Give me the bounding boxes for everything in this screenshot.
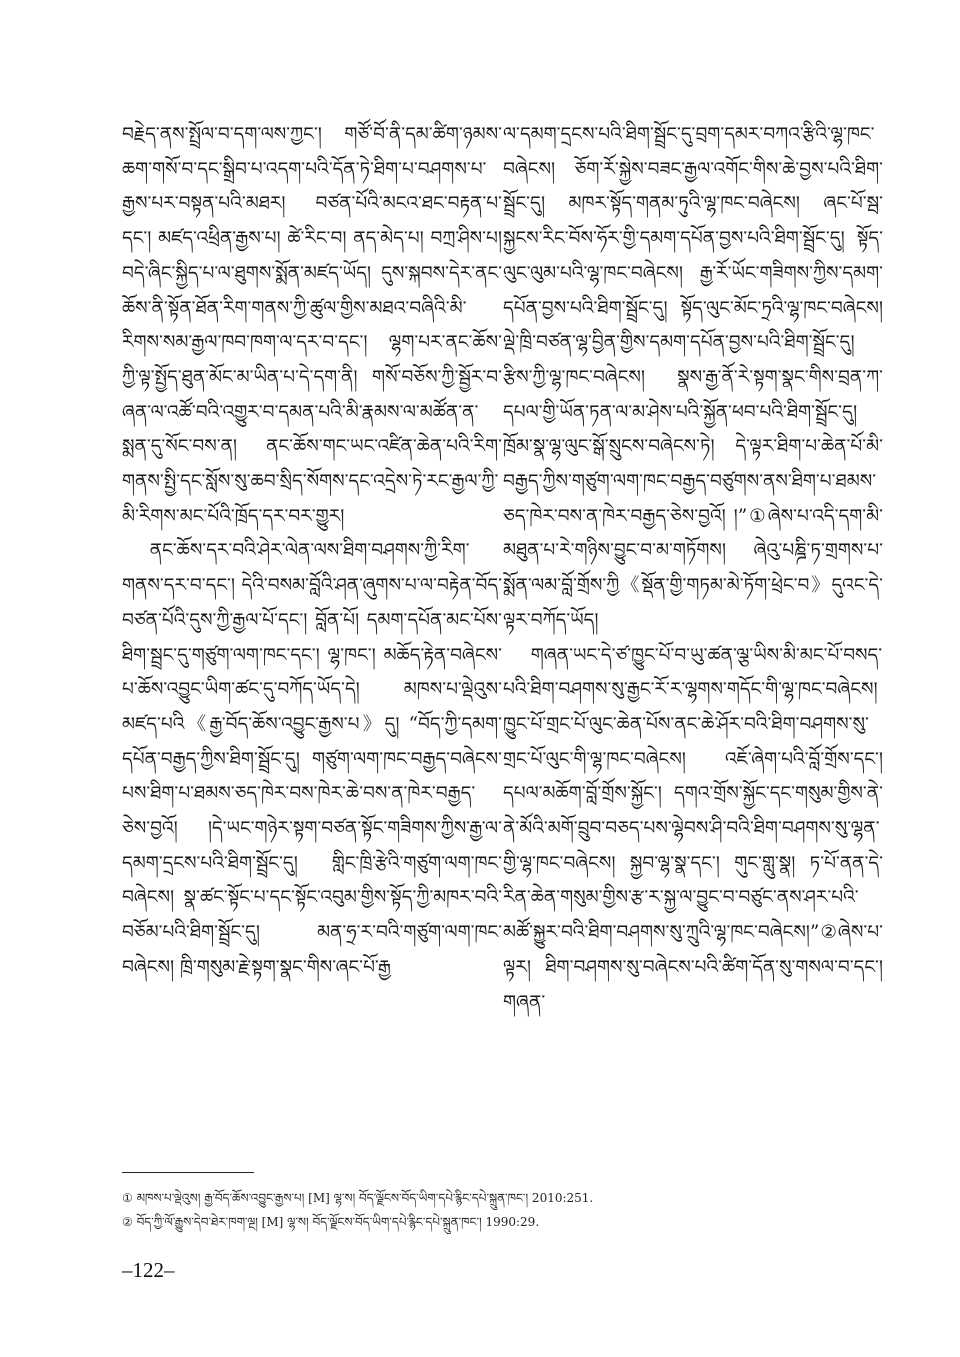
footnote-divider	[122, 1172, 254, 1173]
text-column-left	[122, 118, 502, 986]
footnote: ② བོད་ཀྱི་ལོ་རྒྱུས་དེབ་ཐེར་ཁག་ལྔ། [M] ལྷ་ས། བོད་ལྗོངས་བོད་ཡིག་དཔེ་རྙིང་དཔེ་སྐྲུན་ཁང་། 1990:29.	[122, 1215, 540, 1229]
paragraph: གཞན་ཡང་དེ་ཙ་ཁྱུང་པོ་བ་ཡུ་ཚན་ལྕ་ཡིས་མི་མང་པོ་བསད་པའི་ཐིག་བཤགས་སུ་རྒྱང་རོ་ར་ལྷགས་གདོང་གི་ལྷ་ཁང་བཞེངས། ཁྱུང་པོ་གྲང་པོ་ལུང་ཆེན་པོས་ནང་ཆེ་ཤོར་བའི་ཐིག་བཤགས་སུ་གྲང་པོ་ལུང་གི་ལྷ་ཁང་བཞེངས། འཇོ་ཞེག་པའི་བློ་གྲོས་དང་། དཔལ་མཆོག་བློ་གྲོས་སྐྱོང་། དགའ་གྲོས་སྐྱོང་དང་གསུམ་གྱིས་ནེ་ནེ་མོའི་མགོ་བྲུབ་བཅད་པས་ལྷེབས་ཤི་བའི་ཐིག་བཤགས་སུ་ལྷན་གྱི་ལྷ་ཁང་བཞེངས། སྐྱབ་ལྷ་སྣ་དང་། གུང་གླུ་སྣ། ཏ་པོ་ནན་དེ་རིན་ཆེན་གསུམ་གྱིས་རྩ་ར་སྐྱ་ལ་བྱུང་བ་བཙུང་ནས་ཤར་པའི་མཚོ་སྐྱུར་བའི་ཐིག་བཤགས་སུ་ཀྲུའི་ལྷ་ཁང་བཞེངས།”②ཞེས་པ་ལྟར། ཐིག་བཤགས་སུ་བཞེངས་པའི་ཚིག་དོན་སུ་གསལ་བ་དང་། གཞན་	[503, 644, 883, 1013]
paragraph: ལ་དམག་དྲངས་པའི་ཐིག་སྦྲོང་དུ་བྲག་དམར་བཀའ་རྩིའི་ལྷ་ཁང་བཞེངས། ཅོག་རོ་སྐྱེས་བཟང་རྒྱལ་འགོང་གིས་ཆེ་བྱས་པའི་ཐིག་སྦྲོང་དུ། མཁར་སྟོད་གནམ་ཏུའི་ལྷ་ཁང་བཞེངས། ཞང་པོ་སྦ་སྐྱངས་རིང་བོས་ཧོར་གྱི་དམག་དཔོན་བྱས་པའི་ཐིག་སྦྲོང་དུ། སྟོད་ལུང་ལུམ་པའི་ལྷ་ཁང་བཞེངས། རྒྱ་རོ་ཡོང་གཟིགས་ཀྱིས་དམག་དཔོན་བྱས་པའི་ཐིག་སྦྲོང་དུ། སྟོད་ལུང་མོང་ཏྲའི་ལྷ་ཁང་བཞེངས། ལྡེ་ཁྲི་བཙན་ལྷ་བྱིན་གྱིས་དམག་དཔོན་བྱས་པའི་ཐིག་སྦྲོང་དུ། རྩིས་ཀྱི་ལྷ་ཁང་བཞེངས། སྣས་རྒྱ་ནོ་རེ་སྟག་སྣང་གིས་བྲན་ཀ་དཔལ་གྱི་ཡོན་ཏན་ལ་མ་ཤེས་པའི་སྐྱོན་ཕབ་པའི་ཐིག་སྦྲོང་དུ། ཁྲོམ་སྣ་ལྷ་ལུང་སྒོ་སྲུངས་བཞེངས་ཏེ། དེ་ལྟར་ཐིག་པ་ཆེན་པོ་མི་བརྒྱད་ཀྱིས་གཙུག་ལག་ཁང་བརྒྱད་བཙུགས་ནས་ཐིག་པ་ཐམས་ཅད་ཁེར་བས་ན་ཁེར་བརྒྱད་ཅེས་བྱའོ། །”①ཞེས་པ་འདི་དག་མི་མཐུན་པ་རེ་གཉིས་བྱུང་བ་མ་གཏོགས། ཞེའུ་པཎྜི་ཏ་གྲགས་པ་སྨོན་ལམ་བློ་གྲོས་ཀྱི《སྡོན་གྱི་གཏམ་མེ་ཏོག་ཕྲེང་བ》དུའང་དེ་ལྟར་བཀོད་ཡོད།	[503, 124, 883, 631]
text-column-right	[503, 118, 883, 1020]
paragraph: བརྗེད་ནས་སྤྲོལ་བ་དག་ལས་ཀྱང་། གཙོ་བོ་ནི་དམ་ཚིག་ཉམས་ཆག་གསོ་བ་དང་སྒྲིབ་པ་འདག་པའི་དོན་ཏེ་ཐིག་པ་བཤགས་པ་རྒྱས་པར་བསྟན་པའི་མཐར། བཙན་པོའི་མངའ་ཐང་བརྟན་པ་དང་། མཛད་འཕྲིན་རྒྱས་པ། ཚེ་རིང་བ། ནད་མེད་པ། བཀྲ་ཤིས་པ། བདེ་ཞིང་སྐྱིད་པ་ལ་ཐུགས་སྨོན་མཛད་ཡོད། དུས་སྐབས་དེར་ནང་ཆོས་ནི་སྟོན་ཐོན་རིག་གནས་ཀྱི་ཚུལ་གྱིས་མཐའ་བཞིའི་མི་རིགས་སམ་རྒྱལ་ཁབ་ཁག་ལ་དར་བ་དང་། ལྷག་པར་ནང་ཆོས་ཀྱི་ལྟ་སྤྱོད་ཐུན་མོང་མ་ཡིན་པ་དེ་དག་ནི། གསོ་བཅོས་ཀྱི་སྦྱོར་བ་ཞན་ལ་འཚོ་བའི་འགྱུར་བ་དམན་པའི་མི་རྣམས་ལ་མཚོན་ན་སྨན་དུ་སོང་བས་ན། ནང་ཆོས་གང་ཡང་འཛིན་ཆེན་པའི་རིག་གནས་སྤྱི་དང་སློས་སུ་ཆབ་སྲིད་སོགས་དང་འདྲེས་ཏེ་རང་རྒྱལ་ཀྱི་མི་རིགས་མང་པོའི་ཁྲོད་དར་བར་གྱུར།	[122, 124, 502, 527]
paragraph: ནང་ཆོས་དར་བའི་ཤེར་ལེན་ལས་ཐིག་བཤགས་ཀྱི་རིག་གནས་དར་བ་དང་། དེའི་བསམ་བློའི་ཤན་ཞུགས་པ་ལ་བརྟེན་བོད་བཙན་པོའི་དུས་ཀྱི་རྒྱལ་པོ་དང་། བློན་པོ། དམག་དཔོན་མང་པོས་ཐིག་སྦྲང་དུ་གཙུག་ལག་ཁང་དང་། ལྷ་ཁང་། མཆོད་རྟེན་བཞེངས་པ་ཆོས་འབྱུང་ཡིག་ཚང་དུ་བཀོད་ཡོད་དེ། མཁས་པ་ལྡེའུས་མཛད་པའི《རྒྱ་བོད་ཆོས་འབྱུང་རྒྱས་པ》དུ། “བོད་ཀྱི་དམག་དཔོན་བརྒྱད་ཀྱིས་ཐིག་སྦྲོང་དུ། གཙུག་ལག་ཁང་བརྒྱད་བཞེངས་པས་ཐིག་པ་ཐམས་ཅད་ཁེར་བས་ཁེར་ཆེ་བས་ན་ཁེར་བརྒྱད་ཅེས་བྱའོ། །དེ་ཡང་གཉེར་སྟག་བཙན་སྟོང་གཟིགས་ཀྱིས་རྒྱ་ལ་དམག་དྲངས་པའི་ཐིག་སྦྲོང་དུ། གླིང་ཁྲི་རྩེའི་གཙུག་ལག་ཁང་བཞེངས། སྣ་ཚང་སྟོང་པ་དང་སྟོང་འབུམ་གྱིས་སྟོད་ཀྱི་མཁར་བའི་བཅོམ་པའི་ཐིག་སྦྲོང་དུ། མན་ཧྲ་ར་བའི་གཙུག་ལག་ཁང་བཞེངས། ཁྲི་གསུམ་རྗེ་སྟག་སྣང་གིས་ཞང་པོ་རྒྱ	[122, 540, 502, 978]
footnotes	[122, 1186, 882, 1234]
footnote: ① མཁས་པ་ལྡེའུས། རྒྱ་བོད་ཆོས་འབྱུང་རྒྱས་པ། [M] ལྷ་ས། བོད་ལྗོངས་བོད་ཡིག་དཔེ་རྙིང་དཔེ་སྐྲུན་ཁང་། 2010:251.	[122, 1191, 594, 1205]
page-number: –122–	[122, 1258, 175, 1282]
